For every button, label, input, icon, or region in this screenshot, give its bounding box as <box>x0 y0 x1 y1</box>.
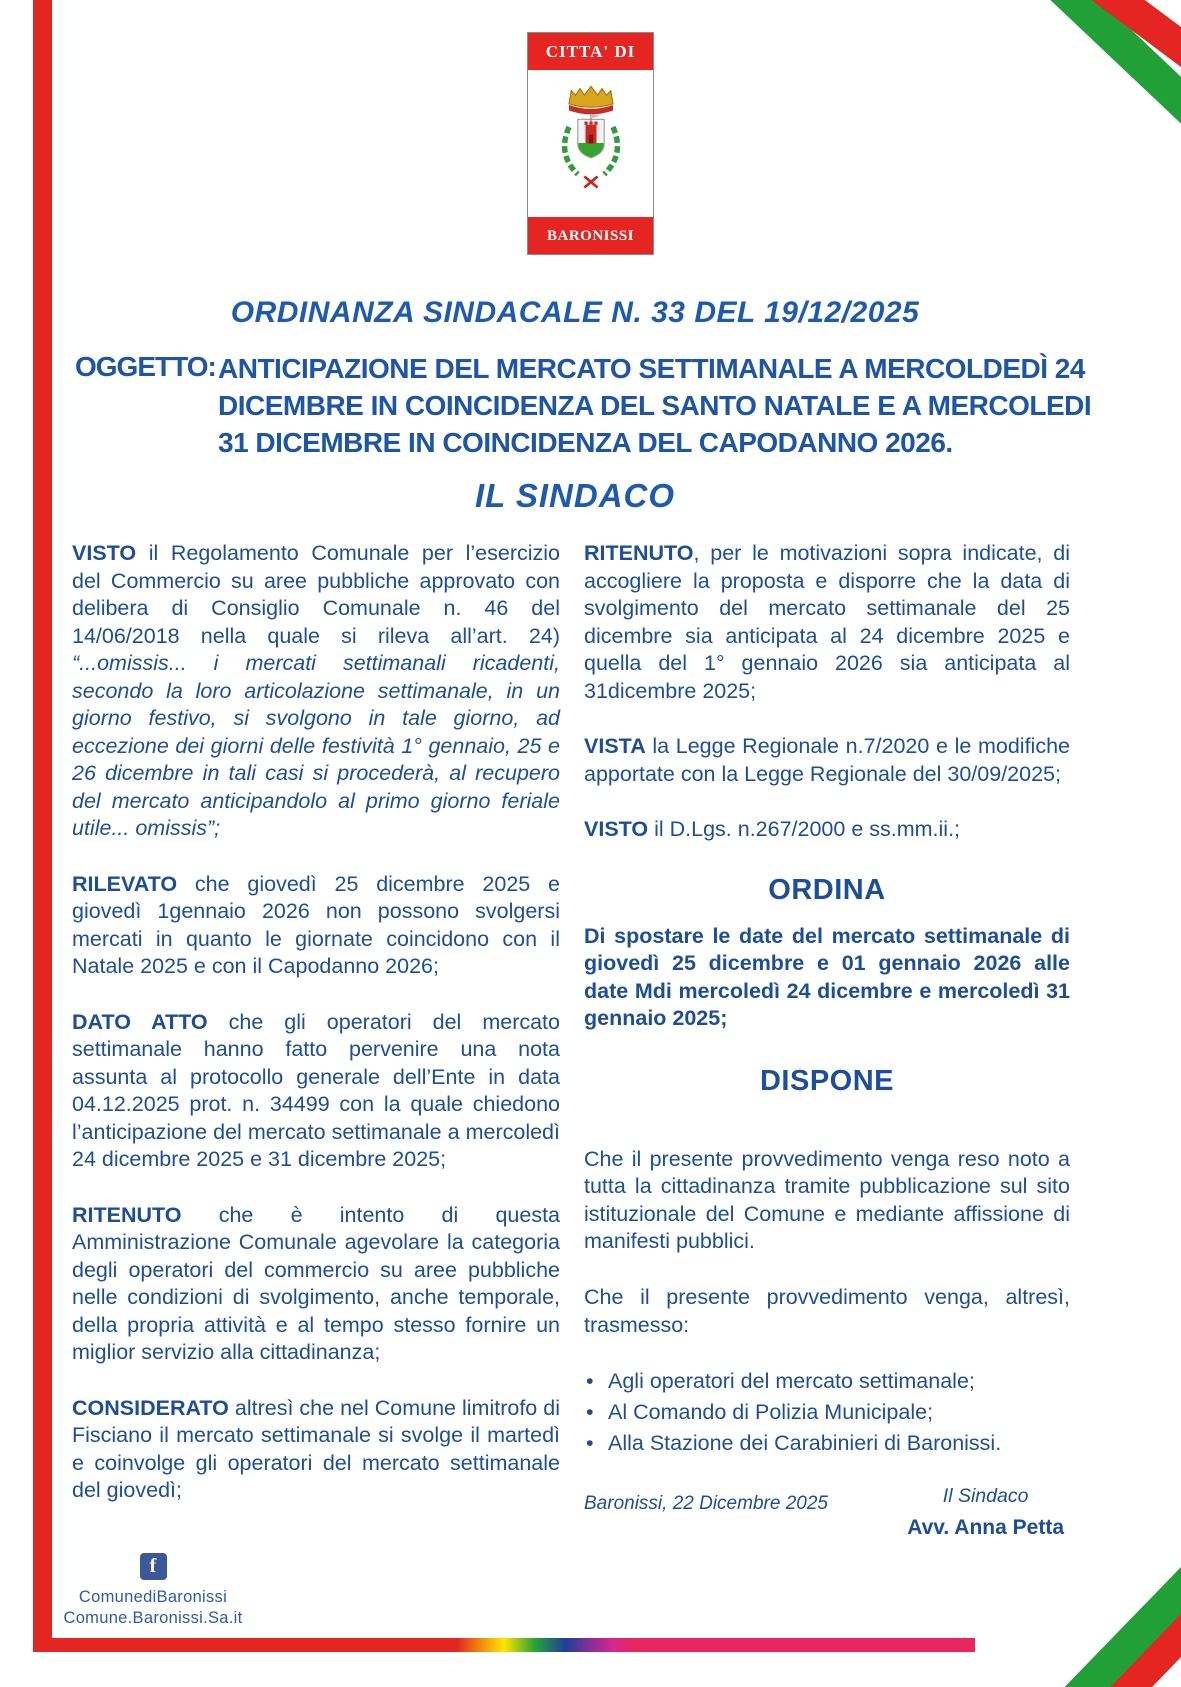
paragraph-visto-dlgs <box>584 816 1070 844</box>
italian-flag-ribbon-top-right-icon <box>1031 0 1181 140</box>
facebook-page-label: ComunediBaronissi <box>78 1588 228 1606</box>
paragraph-body: il Regolamento Comunale per l’esercizio del Commercio su aree pubbliche approvato con delibera di Consiglio Comunale n. 46 del 14/06/2018 nella quale si rileva all’art. 24) <box>72 541 560 648</box>
document-title: ORDINANZA SINDACALE N. 33 DEL 19/12/2025 <box>230 296 920 329</box>
ordina-text: Di spostare le date del mercato settimanale di giovedì 25 dicembre e 01 gennaio 2026 alle date Mdi mercoledì 24 dicembre e mercoledì 31 gennaio 2025; <box>584 923 1070 1031</box>
paragraph-lead: VISTO <box>72 541 137 565</box>
paragraph-lead: RILEVATO <box>72 871 178 896</box>
paragraph-ritenuto-2 <box>584 540 1070 705</box>
paragraph-lead: RITENUTO <box>584 541 694 565</box>
paragraph-lead: VISTA <box>584 734 646 759</box>
paragraph-lead: RITENUTO <box>72 1202 182 1227</box>
emblem-city-label: CITTA' DI <box>528 33 653 70</box>
signature-row <box>584 1484 1070 1542</box>
list-item: • Al Comando di Polizia Municipale; <box>584 1398 1070 1427</box>
left-border-accent <box>33 0 52 1652</box>
left-column <box>72 540 560 1533</box>
issuer-heading: IL SINDACO <box>474 477 676 514</box>
coat-of-arms-icon <box>536 76 646 211</box>
municipal-emblem <box>527 32 654 255</box>
dispone-paragraph-1: Che il presente provvedimento venga reso noto a tutta la cittadinanza tramite pubblicazione sul sito istituzionale del Comune e mediante affissione di manifesti pubblici. <box>584 1146 1070 1254</box>
website-label: Comune.Baronissi.Sa.it <box>63 1608 243 1627</box>
paragraph-body: che gli operatori del mercato settimanale hanno fatto pervenire una nota assunta al protocollo generale dell’Ente in data 04.12.2025 prot. n. 34499 con la quale chiedono l’anticipazione del mercato settimanale a mercoledì 24 dicembre 2025 e 31 dicembre 2025; <box>72 1009 560 1172</box>
emblem-name-label: BARONISSI <box>528 217 653 254</box>
paragraph-lead: DATO ATTO <box>72 1009 208 1034</box>
paragraph-body: altresì che nel Comune limitrofo di Fisciano il mercato settimanale si svolge il martedì e coinvolge gli operatori del mercato settimanale del giovedì; <box>72 1395 560 1503</box>
dispone-heading: DISPONE <box>759 1064 895 1097</box>
paragraph-lead: VISTO <box>584 817 649 842</box>
paragraph-lead: CONSIDERATO <box>72 1395 229 1420</box>
right-column <box>584 540 1070 1542</box>
paragraph-body: la Legge Regionale n.7/2020 e le modifiche apportate con la Legge Regionale del 30/09/2025; <box>584 734 1070 786</box>
facebook-icon: f <box>140 1553 167 1580</box>
subject-text: ANTICIPAZIONE DEL MERCATO SETTIMANALE A MERCOLDEDÌ 24 DICEMBRE IN COINCIDENZA DEL SANTO NATALE E A MERCOLEDI 31 DICEMBRE IN COINCIDENZA DEL CAPODANNO 2026. <box>218 353 1092 458</box>
paragraph-considerato <box>72 1395 560 1505</box>
paragraph-dato-atto <box>72 1009 560 1174</box>
list-item: • Alla Stazione dei Carabinieri di Baronissi. <box>584 1429 1070 1458</box>
paragraph-quote: “...omissis... i mercati settimanali ricadenti, secondo la loro articolazione settimanale, in un giorno festivo, si svolgono in tale giorno, ad eccezione dei giorni delle festività 1° gennaio, 25 e 26 dicembre in tali casi si procederà, al recupero del mercato anticipandolo al primo giorno feriale utile... omissis”; <box>72 651 560 841</box>
subject-label: OGGETTO: <box>75 351 216 382</box>
rainbow-stripe <box>33 1638 975 1652</box>
paragraph-vista <box>584 733 1070 788</box>
paragraph-body: che giovedì 25 dicembre 2025 e giovedì 1gennaio 2026 non possono svolgersi mercati in quanto le giornate coincidono con il Natale 2025 e con il Capodanno 2026; <box>72 871 560 979</box>
recipients-list <box>584 1367 1070 1458</box>
paragraph-ritenuto <box>72 1202 560 1367</box>
dispone-paragraph-2: Che il presente provvedimento venga, altresì, trasmesso: <box>584 1284 1070 1337</box>
paragraph-body: , per le motivazioni sopra indicate, di accogliere la proposta e disporre che la data di svolgimento del mercato settimanale del 25 dicembre sia anticipata al 24 dicembre 2025 e quella del 1° gennaio 2026 sia anticipata al 31dicembre 2025; <box>584 541 1070 703</box>
paragraph-body: il D.Lgs. n.267/2000 e ss.mm.ii.; <box>648 817 961 842</box>
signature-name: Avv. Anna Petta <box>907 1516 1064 1540</box>
footer-social <box>62 1553 244 1628</box>
italian-flag-ribbon-bottom-right-icon <box>1031 1547 1181 1687</box>
subject-block <box>75 351 1118 462</box>
signature-role: Il Sindaco <box>942 1485 1029 1508</box>
signature-block <box>907 1484 1070 1542</box>
paragraph-body: che è intento di questa Amministrazione Comunale agevolare la categoria degli operatori del commercio su aree pubbliche nelle condizioni di svolgimento, anche temporale, della propria attività e al tempo stesso fornire un miglior servizio alla cittadinanza; <box>72 1202 560 1365</box>
paragraph-visto <box>72 540 560 843</box>
list-item: • Agli operatori del mercato settimanale; <box>584 1367 1070 1396</box>
ordina-heading: ORDINA <box>768 873 886 906</box>
paragraph-rilevato <box>72 871 560 981</box>
place-and-date: Baronissi, 22 Dicembre 2025 <box>584 1493 828 1515</box>
